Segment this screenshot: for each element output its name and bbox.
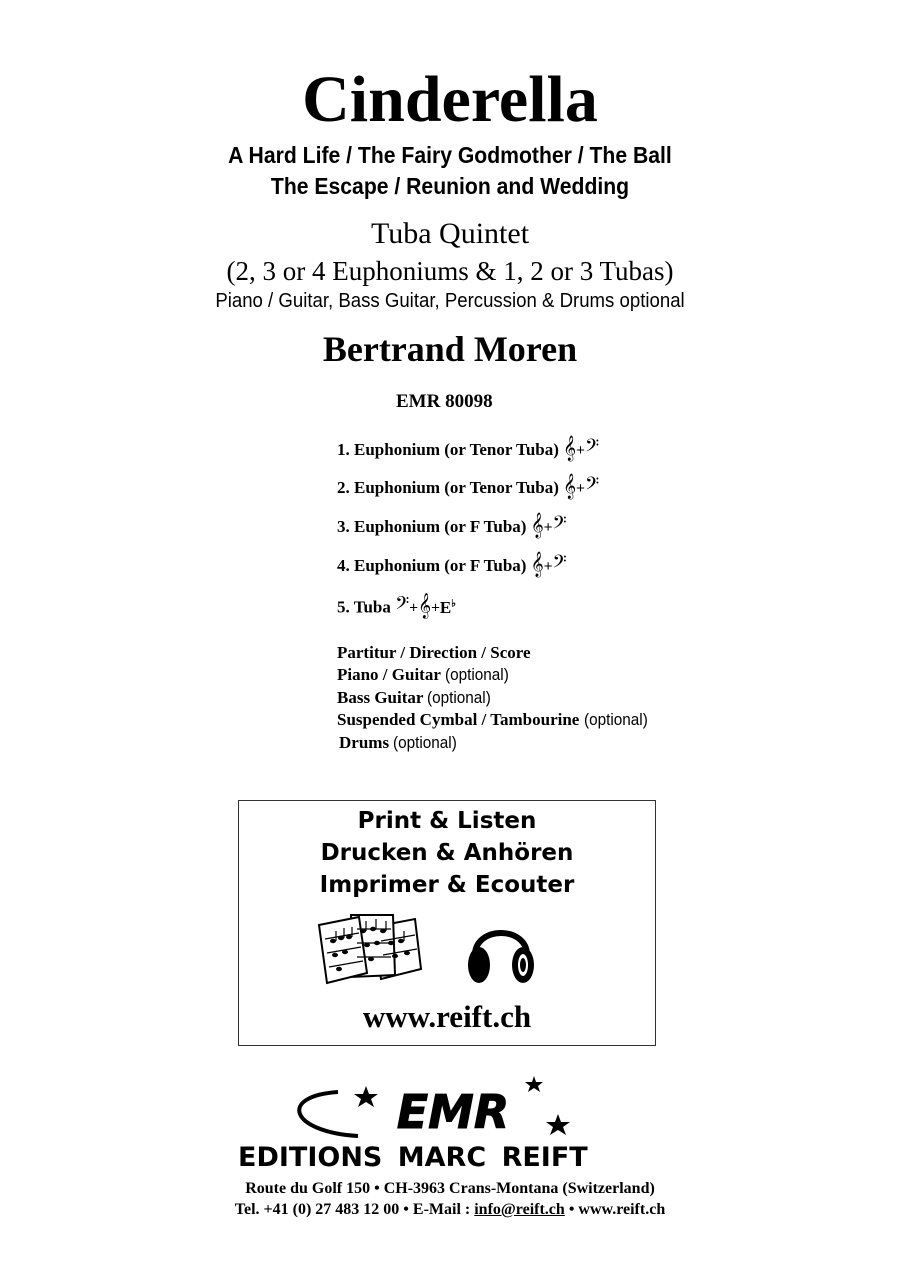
bass-clef-icon: 𝄢 [584, 474, 600, 499]
plus-sign: + [431, 599, 440, 617]
movements-line-2: The Escape / Reunion and Wedding [270, 173, 630, 199]
contact-website[interactable]: • www.reift.ch [564, 1201, 666, 1218]
optional-note: (optional) [583, 710, 648, 729]
bass-clef-icon: 𝄢 [552, 513, 567, 538]
eflat-key-label: E♭ [439, 597, 456, 617]
print-listen-en: Print & Listen [357, 808, 537, 834]
print-listen-box [238, 800, 656, 1046]
part-label: 3. Euphonium (or F Tuba) [337, 517, 527, 536]
logo-emr-text: EMR [396, 1085, 510, 1139]
part-item [337, 436, 599, 464]
treble-clef-icon: 𝄞 [418, 593, 432, 619]
bass-clef-icon: 𝄢 [584, 436, 600, 461]
part-label: 4. Euphonium (or F Tuba) [337, 556, 527, 575]
catalog-number: EMR 80098 [396, 391, 493, 412]
bass-clef-icon: 𝄢 [552, 552, 567, 577]
part-label: 5. Tuba [337, 597, 391, 617]
extra-label: Drums [339, 733, 390, 752]
extra-item [337, 664, 516, 686]
optional-note: (optional) [444, 665, 509, 684]
print-listen-de: Drucken & Anhören [320, 840, 574, 866]
optional-note: (optional) [393, 733, 458, 752]
part-label: 1. Euphonium (or Tenor Tuba) [337, 440, 559, 459]
part-item [337, 513, 567, 541]
part-label: 2. Euphonium (or Tenor Tuba) [337, 478, 559, 497]
ensemble-name: Tuba Quintet [370, 217, 530, 250]
optional-note: (optional) [427, 688, 492, 707]
movements-line-1: A Hard Life / The Fairy Godmother / The Ball [228, 142, 672, 168]
logo-publisher-name: EDITIONS MARC REIFT [238, 1142, 588, 1172]
instrumentation: (2, 3 or 4 Euphoniums & 1, 2 or 3 Tubas) [226, 256, 674, 286]
treble-clef-icon: 𝄞 [530, 513, 544, 538]
extra-label: Partitur / Direction / Score [337, 643, 531, 662]
publisher-contact [0, 1199, 900, 1220]
extra-item [339, 732, 464, 754]
plus-sign: + [543, 519, 553, 536]
extra-item [337, 709, 654, 731]
publisher-address: Route du Golf 150 • CH-3963 Crans-Montana (Switzerland) [245, 1180, 655, 1197]
email-link[interactable]: info@reift.ch [474, 1201, 565, 1218]
score-title: Cinderella [302, 63, 598, 136]
plus-sign: + [543, 558, 553, 575]
bass-clef-icon: 𝄢 [395, 593, 410, 619]
treble-clef-icon: 𝄞 [563, 436, 577, 461]
extra-label: Piano / Guitar [337, 665, 441, 684]
headphones-icon [465, 913, 537, 989]
plus-sign: + [576, 442, 585, 459]
contact-phone: Tel. +41 (0) 27 483 12 00 • E-Mail : [234, 1201, 475, 1218]
website-url[interactable]: www.reift.ch [362, 999, 532, 1034]
sheet-music-icon [311, 911, 423, 987]
part-item [337, 552, 567, 580]
extra-item [337, 687, 498, 709]
composer-name: Bertrand Moren [322, 329, 578, 369]
optional-instruments: Piano / Guitar, Bass Guitar, Percussion & Drums optional [215, 290, 685, 312]
extra-label: Suspended Cymbal / Tambourine [337, 710, 580, 729]
publisher-logo [238, 1072, 678, 1172]
plus-sign: + [576, 480, 585, 497]
extra-label: Bass Guitar [337, 688, 424, 707]
part-item [337, 591, 456, 622]
print-listen-fr: Imprimer & Ecouter [319, 872, 575, 898]
extra-item [337, 642, 531, 664]
treble-clef-icon: 𝄞 [530, 552, 544, 577]
plus-sign: + [409, 599, 419, 617]
treble-clef-icon: 𝄞 [563, 474, 577, 499]
part-item [337, 474, 599, 502]
